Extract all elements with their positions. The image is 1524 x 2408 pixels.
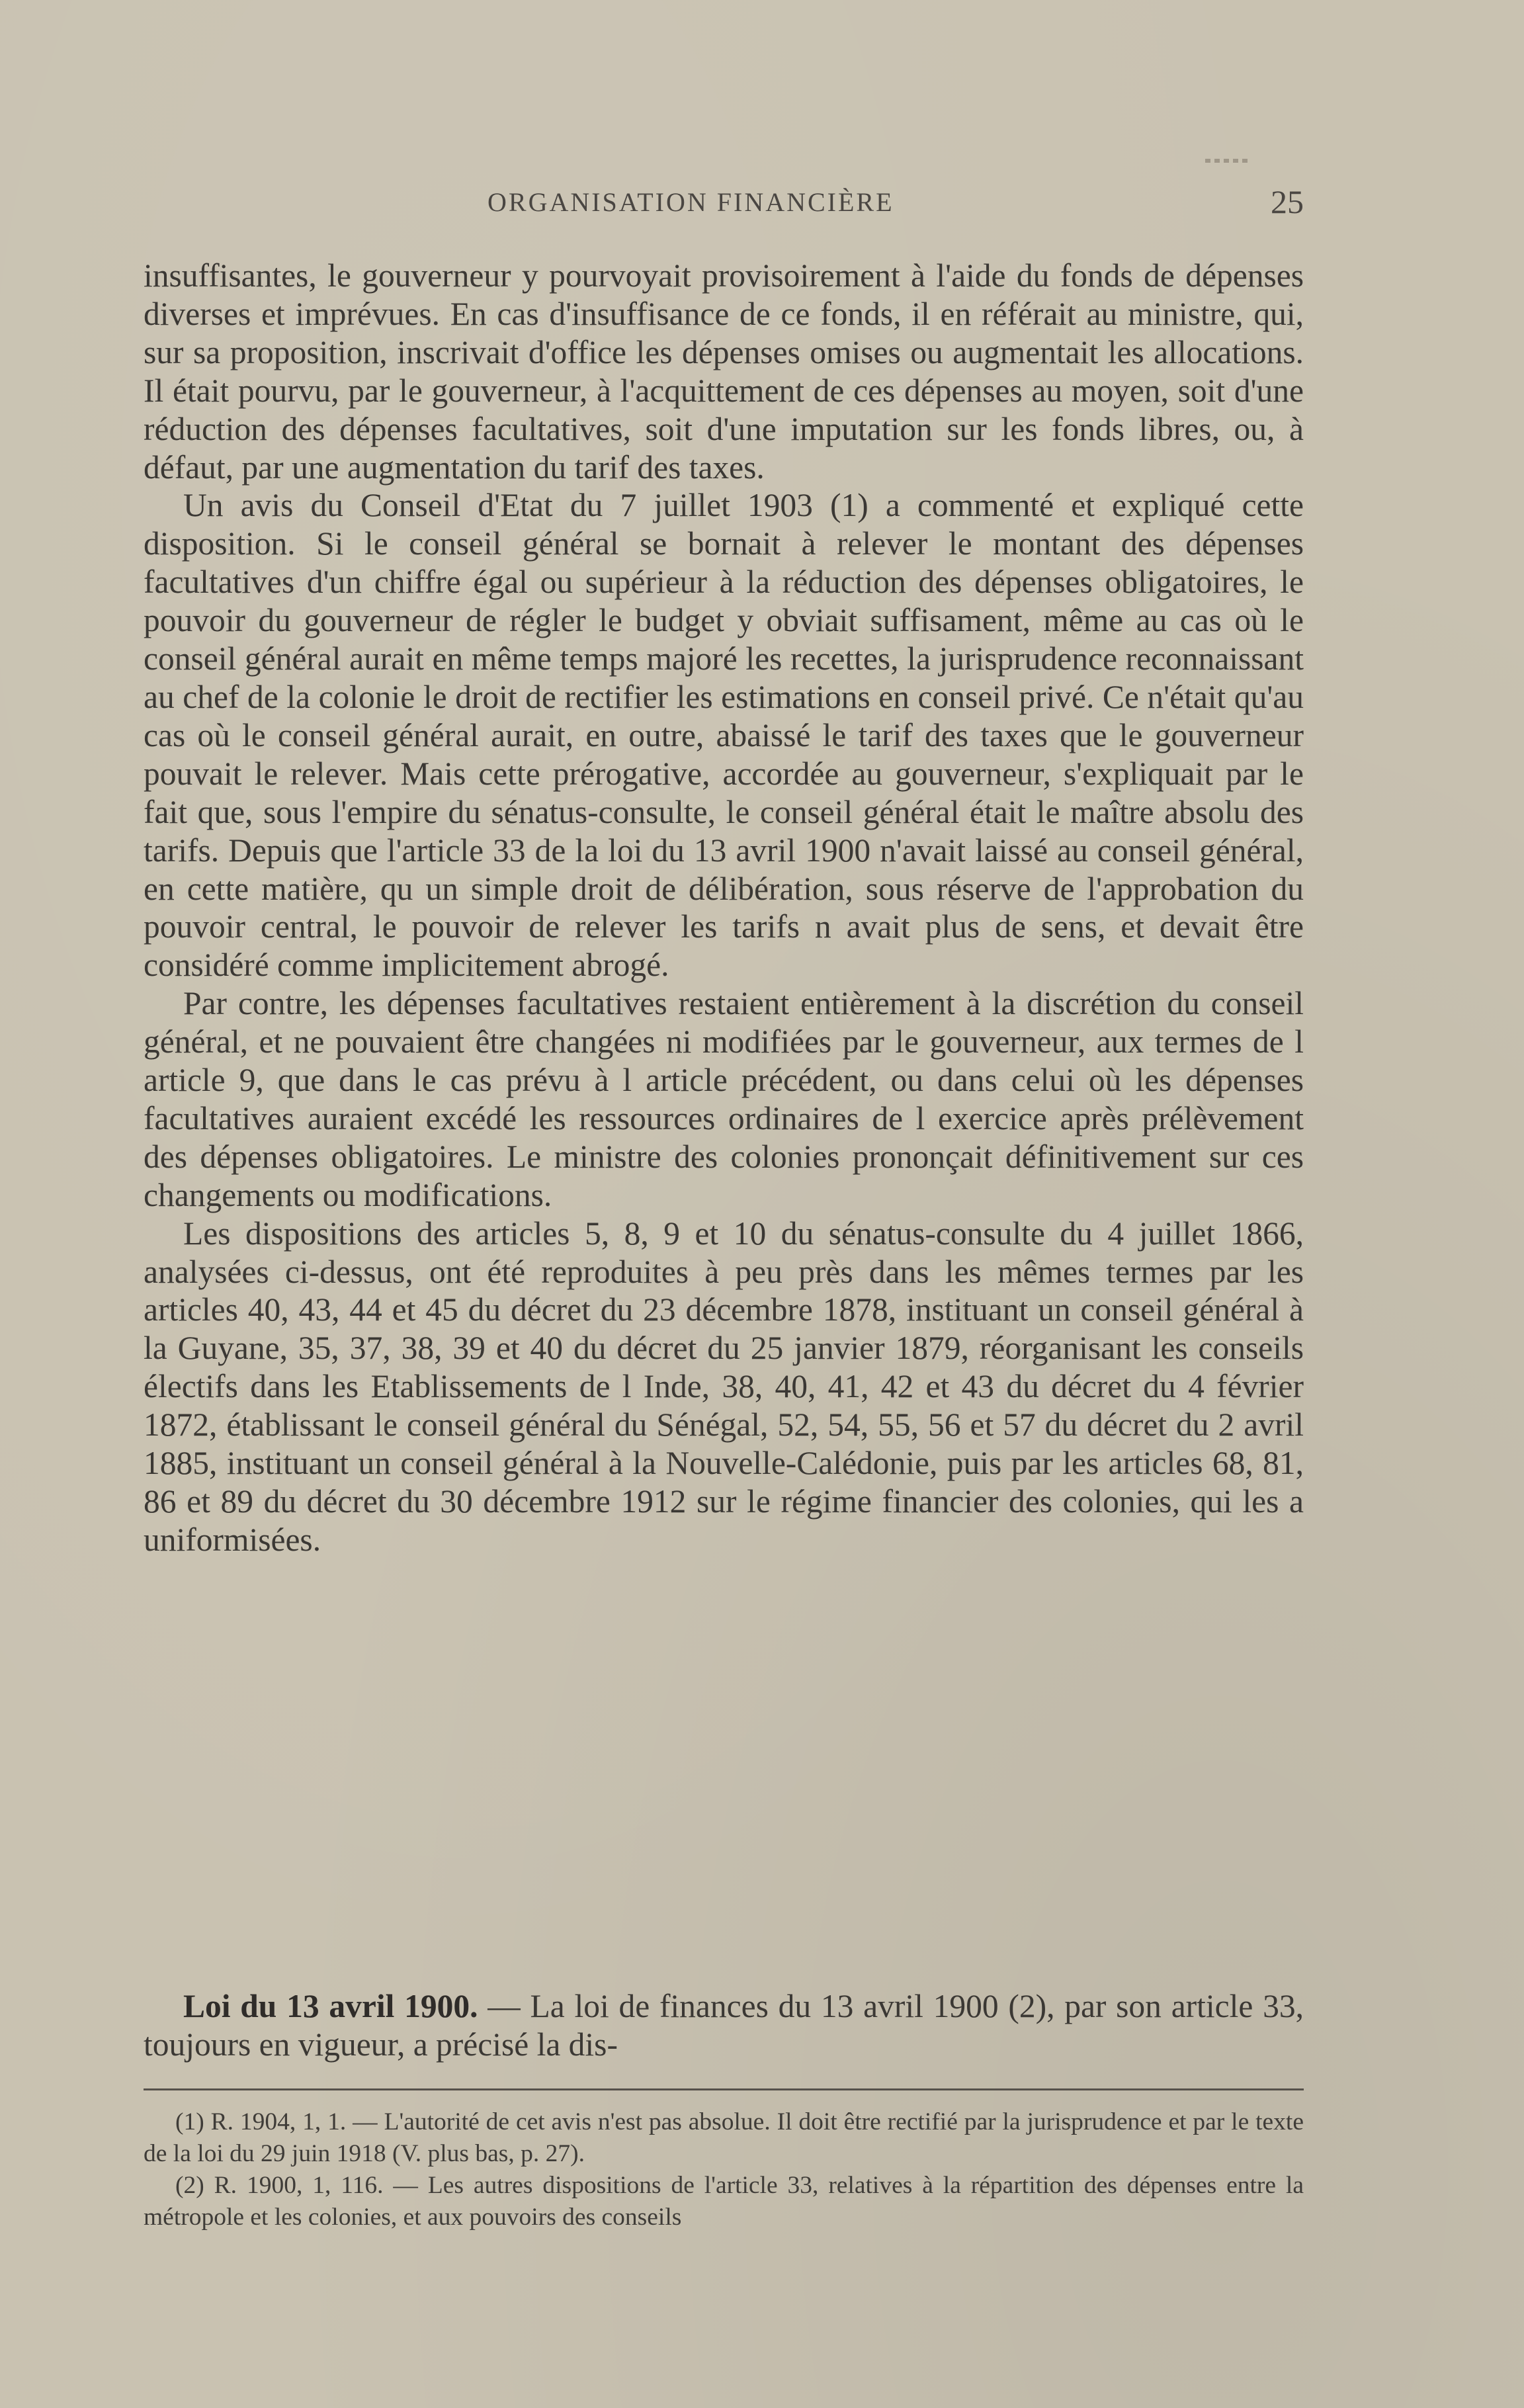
paragraph: Un avis du Conseil d'Etat du 7 juillet 1903 (1) a commenté et expliqué cette disposition. Si le conseil général se bornait à relever le montant des dépenses facultatives d'un chiffre égal ou supérieur à la réduction des dépenses obligatoires, le pouvoir du gouverneur de régler le budget y obviait suffisament, même au cas où le conseil général aurait en même temps majoré les recettes, la jurisprudence reconnaissant au chef de la colonie le droit de rectifier les estimations en conseil privé. Ce n'était qu'au cas où le conseil général aurait, en outre, abaissé le tarif des taxes que le gouverneur pouvait le relever. Mais cette prérogative, accordée au gouverneur, s'expliquait par le fait que, sous l'empire du sénatus-consulte, le conseil général était le maître absolu des tarifs. Depuis que l'article 33 de la loi du 13 avril 1900 n'avait laissé au conseil général, en cette matière, qu un simple droit de délibération, sous réserve de l'approbation du pouvoir central, le pouvoir de relever les tarifs n avait plus de sens, et devait être considéré comme implicitement abrogé. — [144, 487, 1304, 984]
section-paragraph — [144, 1987, 1304, 2064]
section-loi-1900 — [144, 1987, 1304, 2064]
page-number: 25 — [1271, 183, 1304, 220]
section-text: — La loi de finances du 13 avril 1900 (2), par son article 33, toujours en vigueur, a précisé la dis- — [144, 1988, 1304, 2063]
running-title: ORGANISATION FINANCIÈRE — [487, 187, 894, 217]
footnote: (2) R. 1900, 1, 116. — Les autres dispositions de l'article 33, relatives à la répartition des dépenses entre la métropole et les colonies, et aux pouvoirs des conseils — [144, 2172, 1304, 2231]
footnote-rule — [144, 2088, 1304, 2090]
paragraph: insuffisantes, le gouverneur y pourvoyait provisoirement à l'aide du fonds de dépenses diverses et imprévues. En cas d'insuffisance de ce fonds, il en référait au ministre, qui, sur sa proposition, inscrivait d'office les dépenses omises ou augmentait les allocations. Il était pourvu, par le gouverneur, à l'acquittement de ces dépenses au moyen, soit d'une réduction des dépenses facultatives, soit d'une imputation sur les fonds libres, ou, à défaut, par une augmentation du tarif des taxes. — [144, 257, 1304, 486]
paragraph: Les dispositions des articles 5, 8, 9 et 10 du sénatus-consulte du 4 juillet 1866, analysées ci-dessus, ont été reproduites à peu près dans les mêmes termes par les articles 40, 43, 44 et 45 du décret du 23 décembre 1878, instituant un conseil général à la Guyane, 35, 37, 38, 39 et 40 du décret du 25 janvier 1879, réorganisant les conseils électifs dans les Etablissements de l Inde, 38, 40, 41, 42 et 43 du décret du 4 février 1872, établissant le conseil général du Sénégal, 52, 54, 55, 56 et 57 du décret du 2 avril 1885, instituant un conseil général à la Nouvelle-Calédonie, puis par les articles 68, 81, 86 et 89 du décret du 30 décembre 1912 sur le régime financier des colonies, qui les a uniformisées. — [144, 1215, 1304, 1558]
section-heading: Loi du 13 avril 1900. — [183, 1988, 478, 2024]
footnotes — [144, 2106, 1304, 2233]
ink-mark — [1205, 159, 1251, 163]
footnote: (1) R. 1904, 1, 1. — L'autorité de cet avis n'est pas absolue. Il doit être rectifié par la jurisprudence et par le texte de la loi du 29 juin 1918 (V. plus bas, p. 27). — [144, 2108, 1304, 2167]
body-text — [144, 257, 1304, 1559]
page-header — [144, 183, 1304, 226]
paragraph: Par contre, les dépenses facultatives restaient entièrement à la discrétion du conseil général, et ne pouvaient être changées ni modifiées par le gouverneur, aux termes de l article 9, que dans le cas prévu à l article précédent, ou dans celui où les dépenses facultatives auraient excédé les ressources ordinaires de l exercice après prélèvement des dépenses obligatoires. Le ministre des colonies prononçait définitivement sur ces changements ou modifications. — [144, 985, 1304, 1213]
